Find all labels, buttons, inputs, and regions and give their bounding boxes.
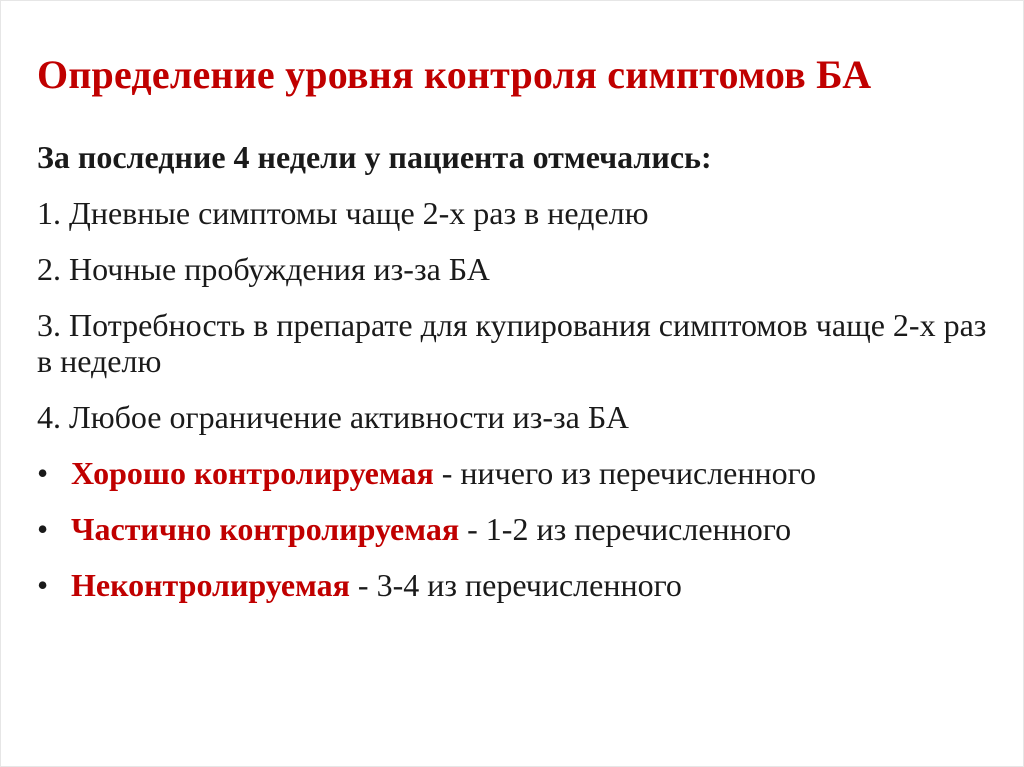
control-level-partial <box>37 511 997 547</box>
control-level-description: - 1-2 из перечисленного <box>459 511 792 547</box>
control-level-uncontrolled <box>37 567 997 603</box>
bullet-icon: • <box>37 567 49 603</box>
control-level-name: Неконтролируемая <box>71 567 350 603</box>
criterion-3: 3. Потребность в препарате для купирования симптомов чаще 2-х раз в неделю <box>37 307 987 379</box>
criterion-4: 4. Любое ограничение активности из-за БА <box>37 399 629 435</box>
control-level-well <box>37 455 997 491</box>
control-levels-list <box>37 455 997 603</box>
control-level-description: - ничего из перечисленного <box>433 455 816 491</box>
criterion-1: 1. Дневные симптомы чаще 2-х раз в неделю <box>37 195 649 231</box>
criterion-2: 2. Ночные пробуждения из-за БА <box>37 251 490 287</box>
bullet-icon: • <box>37 511 49 547</box>
slide-content <box>37 139 997 623</box>
bullet-icon: • <box>37 455 49 491</box>
control-level-name: Хорошо контролируемая <box>71 455 434 491</box>
control-level-name: Частично контролируемая <box>71 511 460 547</box>
criteria-intro: За последние 4 недели у пациента отмечались: <box>37 139 712 175</box>
slide-title: Определение уровня контроля симптомов БА <box>37 52 872 97</box>
control-level-description: - 3-4 из перечисленного <box>349 567 682 603</box>
